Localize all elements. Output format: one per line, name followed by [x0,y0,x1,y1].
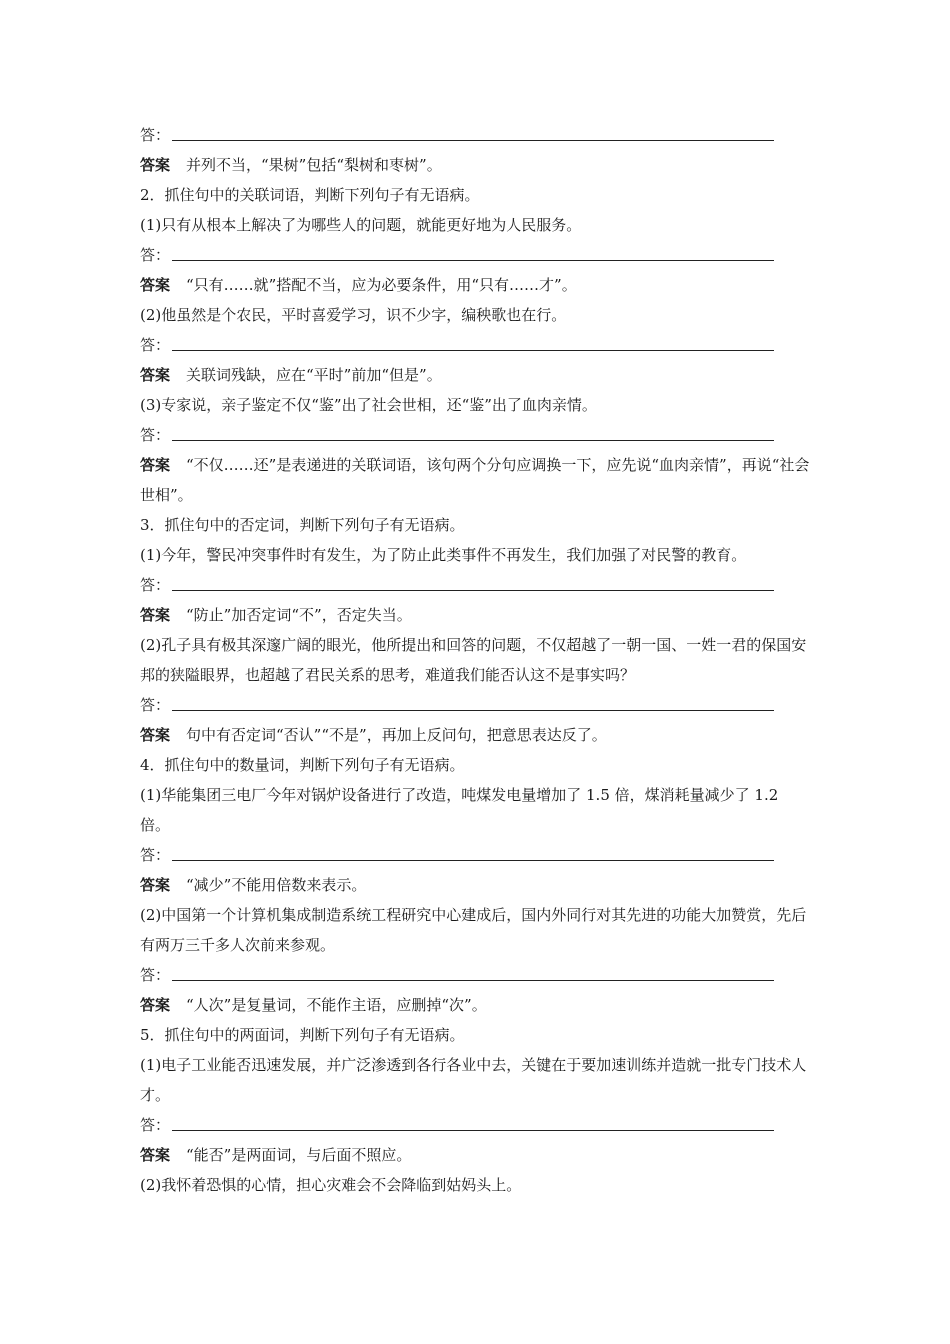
section-heading: 2．抓住句中的关联词语，判断下列句子有无语病。 [140,186,480,204]
answer-blank-line[interactable] [172,244,774,261]
question-text: (2)他虽然是个农民，平时喜爱学习，识不少字，编秧歌也在行。 [140,306,567,324]
answer-prompt: 答： [140,336,171,354]
answer-key [140,150,812,180]
question-text: (1)今年，警民冲突事件时有发生，为了防止此类事件不再发生，我们加强了对民警的教育。 [140,546,747,564]
answer-blank [140,330,812,360]
answer-blank [140,1110,812,1140]
section-heading: 3．抓住句中的否定词，判断下列句子有无语病。 [140,516,465,534]
answer-key-text: 关联词残缺，应在“平时”前加“但是”。 [186,366,442,384]
answer-prompt: 答： [140,576,171,594]
answer-blank [140,960,812,990]
answer-blank-line[interactable] [172,124,774,141]
answer-blank-line[interactable] [172,844,774,861]
answer-blank [140,120,812,150]
answer-key [140,1140,812,1170]
answer-key-label: 答案 [140,456,171,474]
answer-key-label: 答案 [140,156,171,174]
answer-key-label: 答案 [140,606,171,624]
answer-key [140,870,812,900]
answer-blank-line[interactable] [172,964,774,981]
answer-blank [140,840,812,870]
answer-key-label: 答案 [140,876,171,894]
question-text: (1)华能集团三电厂今年对锅炉设备进行了改造，吨煤发电量增加了 1.5 倍，煤消耗量减少了 1.2 倍。 [140,786,779,834]
question-text: (2)我怀着恐惧的心情，担心灾难会不会降临到姑妈头上。 [140,1176,522,1194]
question-text: (1)只有从根本上解决了为哪些人的问题，就能更好地为人民服务。 [140,216,582,234]
answer-blank-line[interactable] [172,694,774,711]
answer-prompt: 答： [140,846,171,864]
question-text: (3)专家说，亲子鉴定不仅“鉴”出了社会世相，还“鉴”出了血肉亲情。 [140,396,597,414]
answer-key [140,270,812,300]
answer-key [140,360,812,390]
answer-key-text: 并列不当，“果树”包括“梨树和枣树”。 [186,156,442,174]
question-text: (1)电子工业能否迅速发展，并广泛渗透到各行各业中去，关键在于要加速训练并造就一批专门技术人才。 [140,1056,807,1104]
answer-prompt: 答： [140,696,171,714]
answer-prompt: 答： [140,426,171,444]
answer-blank-line[interactable] [172,1114,774,1131]
answer-key-text: 句中有否定词“否认”“不是”，再加上反问句，把意思表达反了。 [186,726,607,744]
document-page [140,120,812,1200]
question-text: (2)中国第一个计算机集成制造系统工程研究中心建成后，国内外同行对其先进的功能大加赞赏，先后有两万三千多人次前来参观。 [140,906,807,954]
answer-key [140,720,812,750]
answer-prompt: 答： [140,126,171,144]
answer-key-label: 答案 [140,996,171,1014]
answer-blank-line[interactable] [172,574,774,591]
answer-key-label: 答案 [140,276,171,294]
answer-blank [140,570,812,600]
answer-prompt: 答： [140,966,171,984]
answer-key-text: “只有……就”搭配不当，应为必要条件，用“只有……才”。 [186,276,577,294]
question-text: (2)孔子具有极其深邃广阔的眼光，他所提出和回答的问题，不仅超越了一朝一国、一姓一君的保国安邦的狭隘眼界，也超越了君民关系的思考，难道我们能否认这不是事实吗？ [140,636,807,684]
answer-key [140,990,812,1020]
answer-key-text: “防止”加否定词“不”，否定失当。 [186,606,412,624]
answer-blank-line[interactable] [172,334,774,351]
section-heading: 4．抓住句中的数量词，判断下列句子有无语病。 [140,756,465,774]
section-heading: 5．抓住句中的两面词，判断下列句子有无语病。 [140,1026,465,1044]
answer-key [140,600,812,630]
answer-key-text: “不仅……还”是表递进的关联词语，该句两个分句应调换一下，应先说“血肉亲情”，再说“社会世相”。 [140,456,810,504]
answer-blank [140,240,812,270]
answer-prompt: 答： [140,246,171,264]
answer-key-text: “减少”不能用倍数来表示。 [186,876,367,894]
answer-key-label: 答案 [140,726,171,744]
answer-blank [140,690,812,720]
answer-key-label: 答案 [140,366,171,384]
answer-blank [140,420,812,450]
answer-key-label: 答案 [140,1146,171,1164]
answer-key-text: “人次”是复量词，不能作主语，应删掉“次”。 [186,996,487,1014]
answer-key-text: “能否”是两面词，与后面不照应。 [186,1146,412,1164]
answer-prompt: 答： [140,1116,171,1134]
answer-blank-line[interactable] [172,424,774,441]
answer-key [140,450,812,510]
